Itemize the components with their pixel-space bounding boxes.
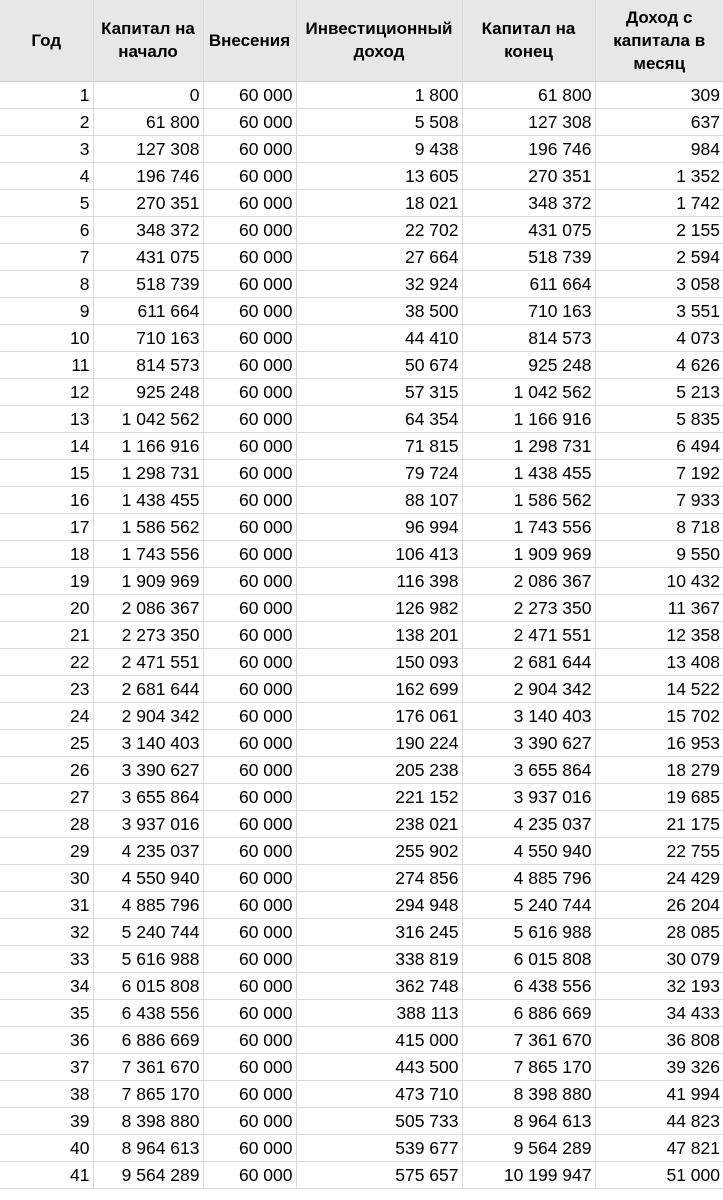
table-row	[0, 675, 723, 702]
cell-capital-start: 4 550 940	[93, 864, 203, 891]
cell-contributions: 60 000	[203, 1053, 296, 1080]
cell-monthly-income: 11 367	[595, 594, 723, 621]
cell-capital-end: 4 885 796	[462, 864, 595, 891]
cell-capital-end: 611 664	[462, 270, 595, 297]
cell-contributions: 60 000	[203, 702, 296, 729]
cell-monthly-income: 51 000	[595, 1161, 723, 1188]
cell-capital-end: 2 273 350	[462, 594, 595, 621]
table-row	[0, 729, 723, 756]
table-row	[0, 351, 723, 378]
cell-capital-end: 431 075	[462, 216, 595, 243]
cell-contributions: 60 000	[203, 351, 296, 378]
cell-capital-end: 1 909 969	[462, 540, 595, 567]
table-row	[0, 621, 723, 648]
cell-monthly-income: 26 204	[595, 891, 723, 918]
cell-year: 12	[0, 378, 93, 405]
cell-contributions: 60 000	[203, 972, 296, 999]
cell-capital-end: 1 166 916	[462, 405, 595, 432]
cell-contributions: 60 000	[203, 675, 296, 702]
table-row	[0, 108, 723, 135]
cell-monthly-income: 637	[595, 108, 723, 135]
cell-capital-end: 1 438 455	[462, 459, 595, 486]
cell-capital-end: 348 372	[462, 189, 595, 216]
cell-contributions: 60 000	[203, 648, 296, 675]
cell-capital-end: 3 390 627	[462, 729, 595, 756]
cell-capital-start: 1 042 562	[93, 405, 203, 432]
cell-contributions: 60 000	[203, 1161, 296, 1188]
header-investment-income: Инвестиционный доход	[296, 0, 462, 81]
cell-year: 35	[0, 999, 93, 1026]
cell-year: 3	[0, 135, 93, 162]
table-row	[0, 1053, 723, 1080]
cell-investment-income: 50 674	[296, 351, 462, 378]
cell-capital-start: 5 240 744	[93, 918, 203, 945]
cell-capital-end: 4 235 037	[462, 810, 595, 837]
cell-investment-income: 150 093	[296, 648, 462, 675]
cell-capital-start: 6 438 556	[93, 999, 203, 1026]
cell-capital-start: 4 885 796	[93, 891, 203, 918]
header-capital-start: Капитал на начало	[93, 0, 203, 81]
cell-capital-end: 10 199 947	[462, 1161, 595, 1188]
cell-capital-start: 1 743 556	[93, 540, 203, 567]
cell-year: 14	[0, 432, 93, 459]
cell-year: 37	[0, 1053, 93, 1080]
cell-year: 22	[0, 648, 93, 675]
cell-capital-end: 6 015 808	[462, 945, 595, 972]
cell-investment-income: 1 800	[296, 81, 462, 108]
cell-year: 6	[0, 216, 93, 243]
cell-monthly-income: 984	[595, 135, 723, 162]
cell-monthly-income: 8 718	[595, 513, 723, 540]
cell-capital-end: 7 865 170	[462, 1053, 595, 1080]
cell-monthly-income: 44 823	[595, 1107, 723, 1134]
table-row	[0, 81, 723, 108]
cell-year: 29	[0, 837, 93, 864]
cell-monthly-income: 12 358	[595, 621, 723, 648]
header-contributions: Внесения	[203, 0, 296, 81]
cell-investment-income: 539 677	[296, 1134, 462, 1161]
cell-capital-start: 5 616 988	[93, 945, 203, 972]
cell-capital-start: 925 248	[93, 378, 203, 405]
cell-monthly-income: 19 685	[595, 783, 723, 810]
table-row	[0, 432, 723, 459]
table-row	[0, 243, 723, 270]
table-body	[0, 81, 723, 1188]
cell-capital-start: 611 664	[93, 297, 203, 324]
cell-monthly-income: 7 933	[595, 486, 723, 513]
cell-contributions: 60 000	[203, 729, 296, 756]
cell-contributions: 60 000	[203, 1026, 296, 1053]
cell-monthly-income: 2 155	[595, 216, 723, 243]
cell-investment-income: 79 724	[296, 459, 462, 486]
cell-contributions: 60 000	[203, 1134, 296, 1161]
cell-monthly-income: 10 432	[595, 567, 723, 594]
cell-investment-income: 88 107	[296, 486, 462, 513]
table-row	[0, 837, 723, 864]
cell-year: 16	[0, 486, 93, 513]
table-row	[0, 459, 723, 486]
cell-investment-income: 44 410	[296, 324, 462, 351]
cell-capital-end: 2 471 551	[462, 621, 595, 648]
table-row	[0, 297, 723, 324]
cell-year: 7	[0, 243, 93, 270]
cell-year: 9	[0, 297, 93, 324]
cell-investment-income: 13 605	[296, 162, 462, 189]
cell-monthly-income: 6 494	[595, 432, 723, 459]
cell-year: 5	[0, 189, 93, 216]
cell-capital-end: 8 398 880	[462, 1080, 595, 1107]
cell-year: 33	[0, 945, 93, 972]
cell-monthly-income: 5 835	[595, 405, 723, 432]
cell-year: 8	[0, 270, 93, 297]
cell-capital-start: 431 075	[93, 243, 203, 270]
cell-year: 34	[0, 972, 93, 999]
cell-year: 30	[0, 864, 93, 891]
cell-monthly-income: 18 279	[595, 756, 723, 783]
table-row	[0, 594, 723, 621]
table-row	[0, 864, 723, 891]
cell-monthly-income: 4 073	[595, 324, 723, 351]
cell-investment-income: 64 354	[296, 405, 462, 432]
cell-investment-income: 96 994	[296, 513, 462, 540]
table-row	[0, 189, 723, 216]
cell-year: 27	[0, 783, 93, 810]
cell-capital-end: 7 361 670	[462, 1026, 595, 1053]
cell-monthly-income: 30 079	[595, 945, 723, 972]
cell-year: 39	[0, 1107, 93, 1134]
cell-capital-start: 814 573	[93, 351, 203, 378]
cell-investment-income: 71 815	[296, 432, 462, 459]
cell-capital-end: 2 086 367	[462, 567, 595, 594]
cell-contributions: 60 000	[203, 756, 296, 783]
cell-capital-start: 9 564 289	[93, 1161, 203, 1188]
cell-investment-income: 27 664	[296, 243, 462, 270]
table-row	[0, 945, 723, 972]
table-row	[0, 1161, 723, 1188]
cell-year: 4	[0, 162, 93, 189]
cell-year: 31	[0, 891, 93, 918]
table-row	[0, 702, 723, 729]
cell-capital-start: 8 964 613	[93, 1134, 203, 1161]
cell-contributions: 60 000	[203, 594, 296, 621]
cell-capital-end: 6 438 556	[462, 972, 595, 999]
cell-contributions: 60 000	[203, 486, 296, 513]
cell-contributions: 60 000	[203, 108, 296, 135]
table-row	[0, 162, 723, 189]
cell-capital-end: 814 573	[462, 324, 595, 351]
cell-year: 11	[0, 351, 93, 378]
table-row	[0, 567, 723, 594]
cell-capital-start: 518 739	[93, 270, 203, 297]
cell-capital-start: 3 140 403	[93, 729, 203, 756]
cell-capital-start: 0	[93, 81, 203, 108]
cell-capital-start: 2 273 350	[93, 621, 203, 648]
cell-year: 24	[0, 702, 93, 729]
cell-investment-income: 294 948	[296, 891, 462, 918]
cell-contributions: 60 000	[203, 405, 296, 432]
cell-year: 20	[0, 594, 93, 621]
table-row	[0, 378, 723, 405]
cell-contributions: 60 000	[203, 459, 296, 486]
cell-capital-end: 5 240 744	[462, 891, 595, 918]
cell-capital-end: 6 886 669	[462, 999, 595, 1026]
cell-investment-income: 22 702	[296, 216, 462, 243]
cell-monthly-income: 24 429	[595, 864, 723, 891]
cell-contributions: 60 000	[203, 513, 296, 540]
cell-investment-income: 255 902	[296, 837, 462, 864]
cell-investment-income: 505 733	[296, 1107, 462, 1134]
table-row	[0, 486, 723, 513]
table-row	[0, 972, 723, 999]
cell-investment-income: 116 398	[296, 567, 462, 594]
cell-monthly-income: 2 594	[595, 243, 723, 270]
cell-capital-end: 1 743 556	[462, 513, 595, 540]
table-row	[0, 1134, 723, 1161]
cell-capital-end: 127 308	[462, 108, 595, 135]
cell-capital-start: 127 308	[93, 135, 203, 162]
cell-year: 38	[0, 1080, 93, 1107]
cell-capital-end: 2 681 644	[462, 648, 595, 675]
cell-monthly-income: 5 213	[595, 378, 723, 405]
cell-capital-end: 1 298 731	[462, 432, 595, 459]
table-row	[0, 783, 723, 810]
cell-capital-start: 3 937 016	[93, 810, 203, 837]
cell-contributions: 60 000	[203, 378, 296, 405]
cell-monthly-income: 32 193	[595, 972, 723, 999]
cell-capital-end: 9 564 289	[462, 1134, 595, 1161]
header-row	[0, 0, 723, 81]
cell-capital-start: 1 909 969	[93, 567, 203, 594]
cell-capital-end: 196 746	[462, 135, 595, 162]
cell-capital-end: 925 248	[462, 351, 595, 378]
cell-year: 18	[0, 540, 93, 567]
cell-year: 15	[0, 459, 93, 486]
cell-monthly-income: 1 742	[595, 189, 723, 216]
cell-investment-income: 473 710	[296, 1080, 462, 1107]
cell-capital-start: 270 351	[93, 189, 203, 216]
cell-contributions: 60 000	[203, 621, 296, 648]
cell-capital-start: 4 235 037	[93, 837, 203, 864]
cell-contributions: 60 000	[203, 837, 296, 864]
cell-contributions: 60 000	[203, 783, 296, 810]
cell-year: 40	[0, 1134, 93, 1161]
cell-investment-income: 32 924	[296, 270, 462, 297]
cell-contributions: 60 000	[203, 1107, 296, 1134]
cell-capital-end: 518 739	[462, 243, 595, 270]
table-row	[0, 216, 723, 243]
cell-contributions: 60 000	[203, 270, 296, 297]
cell-year: 2	[0, 108, 93, 135]
cell-year: 32	[0, 918, 93, 945]
cell-contributions: 60 000	[203, 810, 296, 837]
cell-year: 1	[0, 81, 93, 108]
cell-capital-end: 2 904 342	[462, 675, 595, 702]
table-row	[0, 1026, 723, 1053]
cell-capital-end: 5 616 988	[462, 918, 595, 945]
cell-year: 17	[0, 513, 93, 540]
cell-year: 36	[0, 1026, 93, 1053]
cell-investment-income: 221 152	[296, 783, 462, 810]
cell-capital-start: 196 746	[93, 162, 203, 189]
cell-contributions: 60 000	[203, 567, 296, 594]
cell-year: 26	[0, 756, 93, 783]
cell-contributions: 60 000	[203, 81, 296, 108]
cell-monthly-income: 7 192	[595, 459, 723, 486]
cell-monthly-income: 21 175	[595, 810, 723, 837]
cell-capital-start: 2 681 644	[93, 675, 203, 702]
cell-capital-start: 710 163	[93, 324, 203, 351]
cell-capital-end: 1 586 562	[462, 486, 595, 513]
cell-monthly-income: 16 953	[595, 729, 723, 756]
cell-year: 21	[0, 621, 93, 648]
cell-monthly-income: 15 702	[595, 702, 723, 729]
cell-contributions: 60 000	[203, 162, 296, 189]
cell-capital-start: 7 865 170	[93, 1080, 203, 1107]
cell-contributions: 60 000	[203, 432, 296, 459]
cell-investment-income: 57 315	[296, 378, 462, 405]
cell-year: 28	[0, 810, 93, 837]
cell-monthly-income: 36 808	[595, 1026, 723, 1053]
table-row	[0, 270, 723, 297]
cell-investment-income: 575 657	[296, 1161, 462, 1188]
table-row	[0, 405, 723, 432]
cell-monthly-income: 3 058	[595, 270, 723, 297]
cell-monthly-income: 39 326	[595, 1053, 723, 1080]
cell-investment-income: 5 508	[296, 108, 462, 135]
cell-contributions: 60 000	[203, 1080, 296, 1107]
cell-contributions: 60 000	[203, 864, 296, 891]
cell-capital-end: 1 042 562	[462, 378, 595, 405]
cell-investment-income: 190 224	[296, 729, 462, 756]
cell-year: 41	[0, 1161, 93, 1188]
cell-monthly-income: 28 085	[595, 918, 723, 945]
cell-contributions: 60 000	[203, 297, 296, 324]
cell-investment-income: 443 500	[296, 1053, 462, 1080]
cell-contributions: 60 000	[203, 945, 296, 972]
cell-capital-end: 3 937 016	[462, 783, 595, 810]
cell-capital-start: 1 166 916	[93, 432, 203, 459]
cell-investment-income: 415 000	[296, 1026, 462, 1053]
cell-monthly-income: 4 626	[595, 351, 723, 378]
header-capital-end: Капитал на конец	[462, 0, 595, 81]
cell-investment-income: 18 021	[296, 189, 462, 216]
table-row	[0, 1107, 723, 1134]
cell-monthly-income: 1 352	[595, 162, 723, 189]
table-row	[0, 324, 723, 351]
header-monthly-income: Доход с капитала в месяц	[595, 0, 723, 81]
header-year: Год	[0, 0, 93, 81]
table-row	[0, 756, 723, 783]
cell-investment-income: 106 413	[296, 540, 462, 567]
cell-contributions: 60 000	[203, 243, 296, 270]
cell-contributions: 60 000	[203, 135, 296, 162]
cell-capital-start: 3 390 627	[93, 756, 203, 783]
cell-capital-end: 3 655 864	[462, 756, 595, 783]
cell-year: 13	[0, 405, 93, 432]
cell-capital-start: 3 655 864	[93, 783, 203, 810]
cell-investment-income: 38 500	[296, 297, 462, 324]
cell-contributions: 60 000	[203, 918, 296, 945]
cell-capital-start: 6 015 808	[93, 972, 203, 999]
cell-capital-start: 7 361 670	[93, 1053, 203, 1080]
cell-contributions: 60 000	[203, 324, 296, 351]
table-header	[0, 0, 723, 81]
cell-investment-income: 205 238	[296, 756, 462, 783]
table-row	[0, 513, 723, 540]
cell-capital-end: 4 550 940	[462, 837, 595, 864]
cell-investment-income: 176 061	[296, 702, 462, 729]
table-row	[0, 1080, 723, 1107]
cell-contributions: 60 000	[203, 189, 296, 216]
cell-capital-end: 270 351	[462, 162, 595, 189]
cell-investment-income: 274 856	[296, 864, 462, 891]
cell-year: 19	[0, 567, 93, 594]
cell-contributions: 60 000	[203, 540, 296, 567]
cell-contributions: 60 000	[203, 216, 296, 243]
cell-monthly-income: 22 755	[595, 837, 723, 864]
cell-capital-end: 3 140 403	[462, 702, 595, 729]
cell-investment-income: 238 021	[296, 810, 462, 837]
cell-contributions: 60 000	[203, 891, 296, 918]
cell-capital-start: 348 372	[93, 216, 203, 243]
cell-monthly-income: 34 433	[595, 999, 723, 1026]
cell-investment-income: 138 201	[296, 621, 462, 648]
cell-capital-end: 61 800	[462, 81, 595, 108]
cell-capital-start: 6 886 669	[93, 1026, 203, 1053]
cell-investment-income: 126 982	[296, 594, 462, 621]
cell-monthly-income: 13 408	[595, 648, 723, 675]
cell-year: 10	[0, 324, 93, 351]
cell-investment-income: 162 699	[296, 675, 462, 702]
cell-monthly-income: 41 994	[595, 1080, 723, 1107]
table-row	[0, 135, 723, 162]
cell-investment-income: 362 748	[296, 972, 462, 999]
cell-investment-income: 9 438	[296, 135, 462, 162]
cell-investment-income: 316 245	[296, 918, 462, 945]
cell-capital-start: 2 086 367	[93, 594, 203, 621]
cell-capital-start: 61 800	[93, 108, 203, 135]
table-row	[0, 810, 723, 837]
table-row	[0, 648, 723, 675]
cell-monthly-income: 14 522	[595, 675, 723, 702]
cell-monthly-income: 47 821	[595, 1134, 723, 1161]
cell-monthly-income: 9 550	[595, 540, 723, 567]
cell-contributions: 60 000	[203, 999, 296, 1026]
cell-capital-start: 1 438 455	[93, 486, 203, 513]
cell-year: 23	[0, 675, 93, 702]
table-row	[0, 891, 723, 918]
table-row	[0, 918, 723, 945]
cell-capital-end: 8 964 613	[462, 1107, 595, 1134]
cell-capital-start: 2 471 551	[93, 648, 203, 675]
cell-monthly-income: 309	[595, 81, 723, 108]
cell-capital-start: 8 398 880	[93, 1107, 203, 1134]
cell-year: 25	[0, 729, 93, 756]
cell-capital-start: 1 298 731	[93, 459, 203, 486]
table-row	[0, 999, 723, 1026]
cell-capital-start: 1 586 562	[93, 513, 203, 540]
cell-investment-income: 388 113	[296, 999, 462, 1026]
cell-investment-income: 338 819	[296, 945, 462, 972]
cell-capital-end: 710 163	[462, 297, 595, 324]
table-row	[0, 540, 723, 567]
cell-monthly-income: 3 551	[595, 297, 723, 324]
cell-capital-start: 2 904 342	[93, 702, 203, 729]
